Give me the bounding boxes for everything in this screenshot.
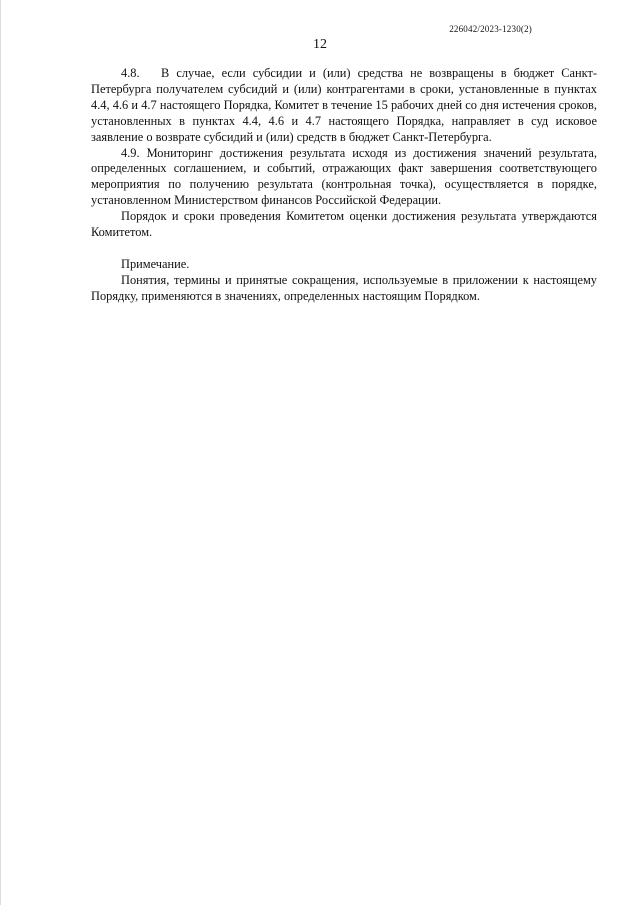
paragraph-4-8-label: 4.8. (121, 66, 140, 80)
paragraph-4-8 (91, 66, 597, 146)
paragraph-4-9: 4.9. Мониторинг достижения результата исходя из достижения значений результата, определенных соглашением, и событий, отражающих факт завершения соответствующего мероприятия по получению результата (контрольная точка), осуществляется в порядке, установленном Министерством финансов Российской Федерации. (91, 145, 597, 208)
note-title: Примечание. (121, 256, 190, 271)
document-body (91, 66, 597, 305)
paragraph-evaluation-order: Порядок и сроки проведения Комитетом оценки достижения результата утверждаются Комитетом. (91, 209, 597, 240)
document-registration-number: 226042/2023-1230(2) (449, 24, 532, 34)
note-text: Понятия, термины и принятые сокращения, используемые в приложении к настоящему Порядку, применяются в значениях, определенных настоящим Порядком. (91, 272, 597, 303)
spacer (91, 241, 597, 257)
page-number: 12 (313, 37, 327, 52)
paragraph-4-8-text: В случае, если субсидии и (или) средства не возвращены в бюджет Санкт-Петербурга получателем субсидий и (или) контрагентами в сроки, установленные в пунктах 4.4, 4.6 и 4.7 настоящего Порядка, Комитет в течение 15 рабочих дней со дня истечения сроков, установленных в пунктах 4.4, 4.6 и 4.7 настоящего Порядка, направляет в суд исковое заявление о возврате субсидий и (или) средств в бюджет Санкт-Петербурга. (91, 66, 597, 144)
